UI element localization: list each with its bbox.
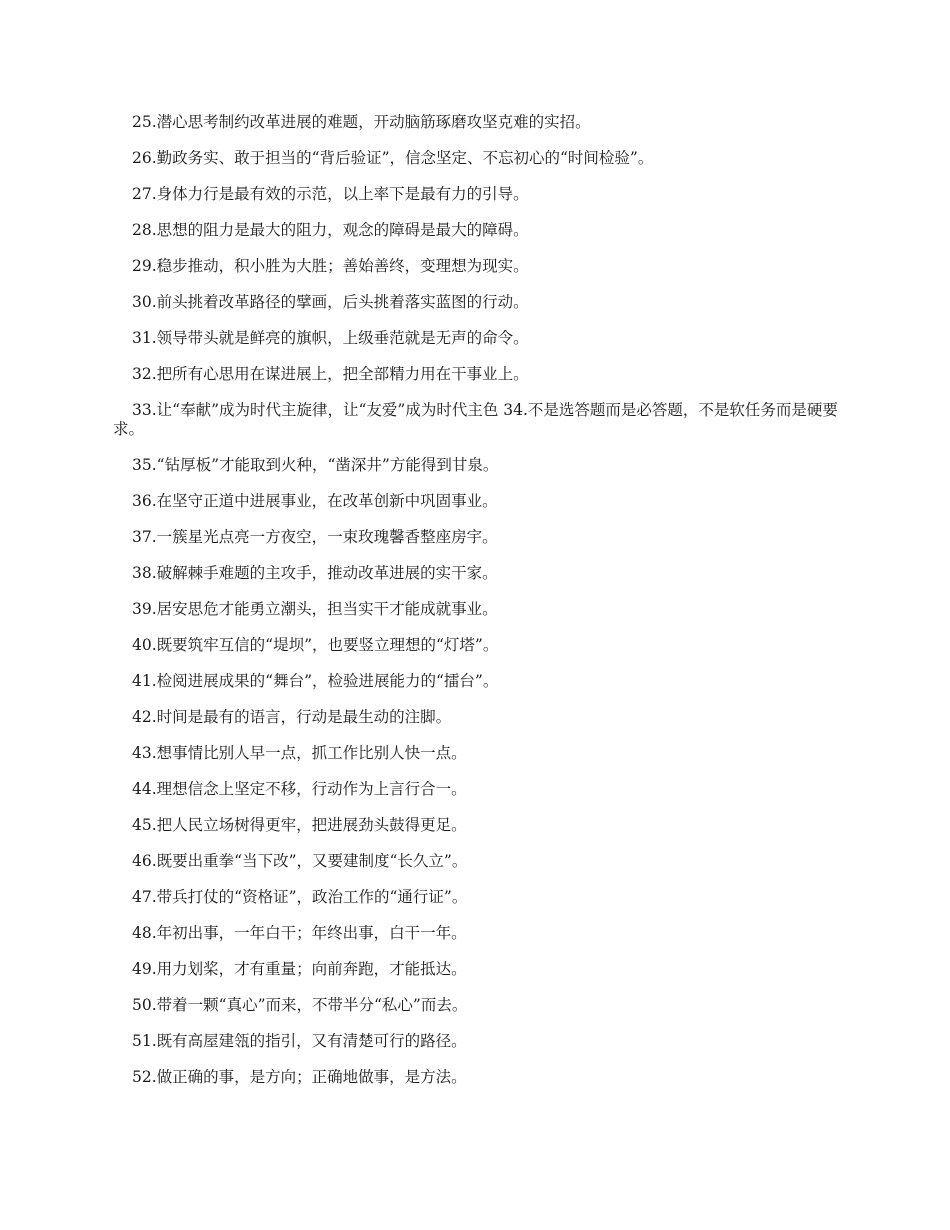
- list-item: 25.潜心思考制约改革进展的难题，开动脑筋琢磨攻坚克难的实招。: [132, 113, 591, 131]
- list-item: 42.时间是最有的语言，行动是最生动的注脚。: [132, 708, 452, 726]
- list-item: 29.稳步推动，积小胜为大胜；善始善终，变理想为现实。: [132, 257, 529, 275]
- list-item: 43.想事情比别人早一点，抓工作比别人快一点。: [132, 744, 467, 762]
- list-item: 31.领导带头就是鲜亮的旗帜，上级垂范就是无声的命令。: [132, 329, 529, 347]
- list-item: 26.勤政务实、敢于担当的“背后验证”，信念坚定、不忘初心的“时间检验”。: [132, 149, 654, 167]
- list-item: 44.理想信念上坚定不移，行动作为上言行合一。: [132, 780, 467, 798]
- list-item: 36.在坚守正道中进展事业，在改革创新中巩固事业。: [132, 492, 498, 510]
- list-item: 28.思想的阻力是最大的阻力，观念的障碍是最大的障碍。: [132, 221, 529, 239]
- list-item: 30.前头挑着改革路径的擘画，后头挑着落实蓝图的行动。: [132, 293, 529, 311]
- list-item: 48.年初出事，一年白干；年终出事，白干一年。: [132, 924, 467, 942]
- list-item: 41.检阅进展成果的“舞台”，检验进展能力的“擂台”。: [132, 672, 499, 690]
- list-item: 37.一簇星光点亮一方夜空，一束玫瑰馨香整座房宇。: [132, 528, 498, 546]
- quote-list: [113, 113, 843, 1104]
- list-item: 32.把所有心思用在谋进展上，把全部精力用在干事业上。: [132, 365, 529, 383]
- list-item: 51.既有高屋建瓴的指引，又有清楚可行的路径。: [132, 1032, 467, 1050]
- list-item: 47.带兵打仗的“资格证”，政治工作的“通行证”。: [132, 888, 468, 906]
- list-item: 33.让“奉献”成为时代主旋律，让“友爱”成为时代主色 34.不是选答题而是必答题，不是软任务而是硬要求。: [113, 401, 838, 438]
- list-item: 38.破解棘手难题的主攻手，推动改革进展的实干家。: [132, 564, 498, 582]
- list-item: 40.既要筑牢互信的“堤坝”，也要竖立理想的“灯塔”。: [132, 636, 499, 654]
- list-item: 50.带着一颗“真心”而来，不带半分“私心”而去。: [132, 996, 468, 1014]
- list-item: 46.既要出重拳“当下改”，又要建制度“长久立”。: [132, 852, 468, 870]
- list-item: 27.身体力行是最有效的示范，以上率下是最有力的引导。: [132, 185, 529, 203]
- list-item: 35.“钻厚板”才能取到火种，“凿深井”方能得到甘泉。: [132, 456, 499, 474]
- list-item: 39.居安思危才能勇立潮头，担当实干才能成就事业。: [132, 600, 498, 618]
- list-item: 52.做正确的事，是方向；正确地做事，是方法。: [132, 1068, 467, 1086]
- list-item: 45.把人民立场树得更牢，把进展劲头鼓得更足。: [132, 816, 467, 834]
- list-item: 49.用力划桨，才有重量；向前奔跑，才能抵达。: [132, 960, 467, 978]
